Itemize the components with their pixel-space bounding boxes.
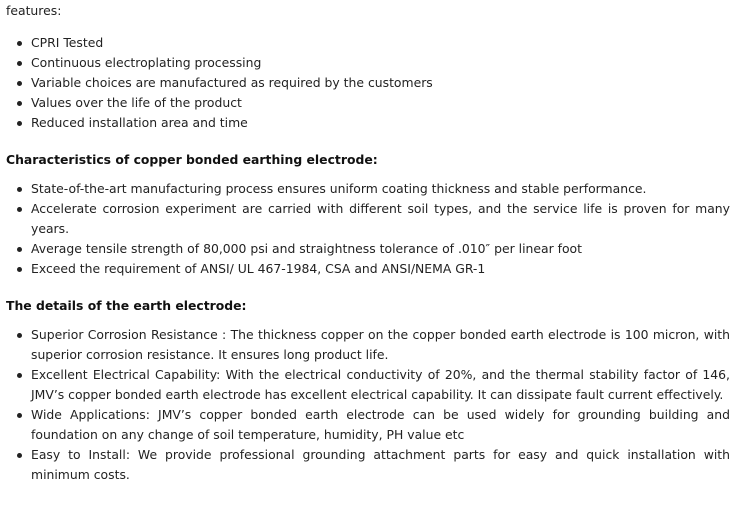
list-item: Accelerate corrosion experiment are carried with different soil types, and the service life is proven for many years. bbox=[6, 199, 730, 239]
list-item: Values over the life of the product bbox=[6, 93, 730, 113]
intro-text: features: bbox=[6, 3, 62, 18]
list-item: State-of-the-art manufacturing process ensures uniform coating thickness and stable performance. bbox=[6, 179, 730, 199]
list-item: Easy to Install: We provide professional grounding attachment parts for easy and quick installation with minimum costs. bbox=[6, 445, 730, 485]
list-item: Exceed the requirement of ANSI/ UL 467-1984, CSA and ANSI/NEMA GR-1 bbox=[6, 259, 730, 279]
list-item: Reduced installation area and time bbox=[6, 113, 730, 133]
list-item: Average tensile strength of 80,000 psi and straightness tolerance of .010″ per linear foot bbox=[6, 239, 730, 259]
list-item: Wide Applications: JMV’s copper bonded earth electrode can be used widely for grounding building and foundation on any change of soil temperature, humidity, PH value etc bbox=[6, 405, 730, 445]
characteristics-list bbox=[6, 179, 730, 279]
list-item: Excellent Electrical Capability: With the electrical conductivity of 20%, and the thermal stability factor of 146, JMV’s copper bonded earth electrode has excellent electrical capability. It can dissipate fault current effectively. bbox=[6, 365, 730, 405]
characteristics-heading: Characteristics of copper bonded earthing electrode: bbox=[6, 152, 378, 167]
details-heading: The details of the earth electrode: bbox=[6, 298, 247, 313]
features-list bbox=[6, 33, 730, 133]
list-item: Continuous electroplating processing bbox=[6, 53, 730, 73]
list-item: Variable choices are manufactured as required by the customers bbox=[6, 73, 730, 93]
list-item: Superior Corrosion Resistance : The thickness copper on the copper bonded earth electrode is 100 micron, with superior corrosion resistance. It ensures long product life. bbox=[6, 325, 730, 365]
list-item: CPRI Tested bbox=[6, 33, 730, 53]
details-list bbox=[6, 325, 730, 485]
